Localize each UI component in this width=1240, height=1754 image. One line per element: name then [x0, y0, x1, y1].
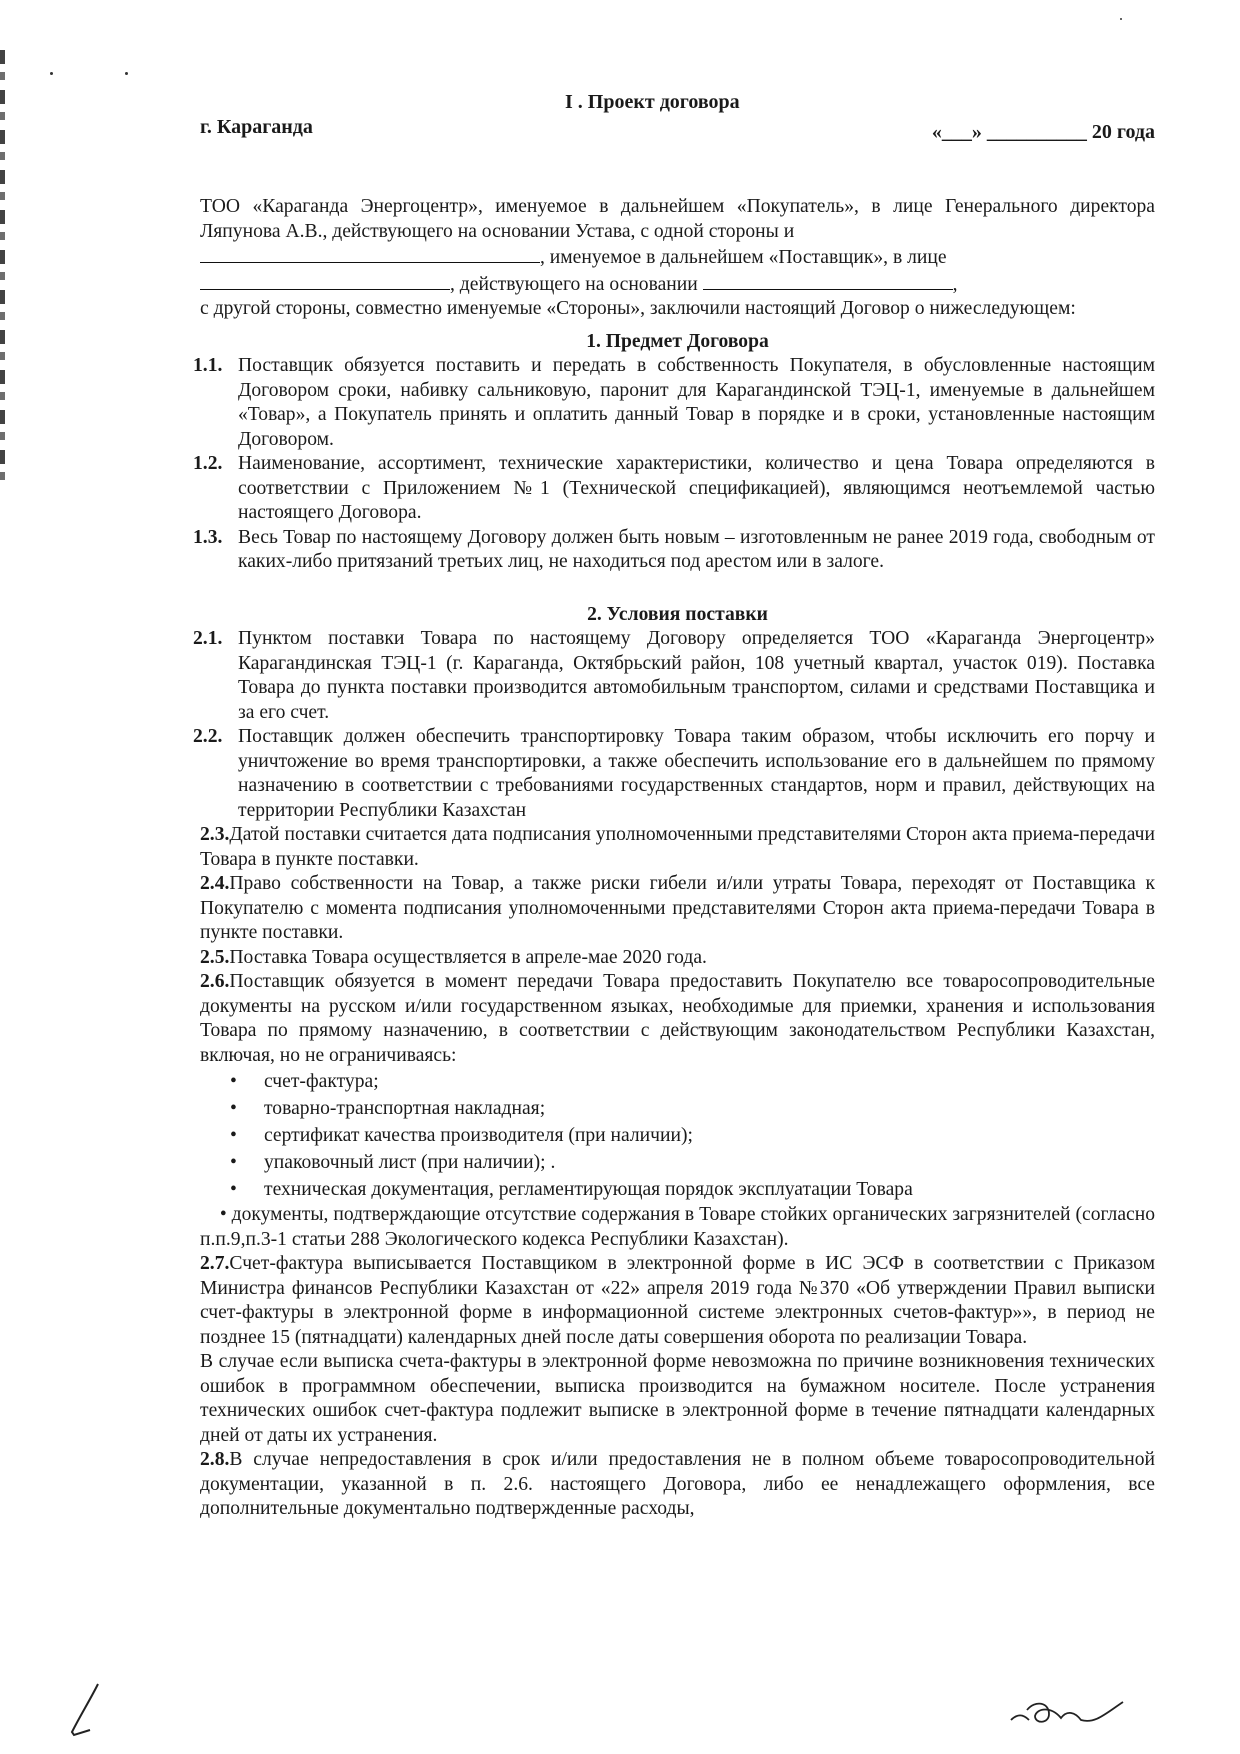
- clause-2-7: 2.7.Счет-фактура выписывается Поставщиком в электронной форме в ИС ЭСФ в соответствии с Приказом Министра финансов Республики Казахстан от «22» апреля 2019 года №370 «Об утверждении Правил выписки счет-фактуры в электронной форме в информационной системе электронных счетов-фактур»», в период не позднее 15 (пятнадцати) календарных дней после даты совершения оборота по реализации Товара.: [200, 1253, 1155, 1348]
- preamble-line-1: [200, 195, 1155, 244]
- preamble-line-4: [200, 297, 1155, 322]
- preamble-text-4: с другой стороны, совместно именуемые «Стороны», заключили настоящий Договор о нижеследующем:: [200, 298, 1076, 319]
- clause-2-4: 2.4.Право собственности на Товар, а также риски гибели и/или утраты Товара, переходят от Поставщика к Покупателю с момента подписания уполномоченными представителями Сторон акта приема-передачи Товара в пункте поставки.: [200, 873, 1155, 943]
- preamble-text-3: , действующего на основании: [450, 273, 698, 295]
- list-item: • техническая документация, регламентирующая порядок эксплуатации Товара: [230, 1179, 913, 1200]
- scan-speck: [1120, 18, 1122, 20]
- preamble: [193, 195, 1155, 1522]
- clause-2-7-continued: В случае если выписка счета-фактуры в электронной форме невозможна по причине возникновения технических ошибок в программном обеспечении, выписка производится на бумажном носителе. После устранения технических ошибок счет-фактура подлежит выписке в электронной форме в течение пятнадцати календарных дней от даты их устранения.: [200, 1351, 1155, 1446]
- preamble-line-2: [200, 244, 1155, 271]
- preamble-line-3: , действующего на основании ,: [200, 271, 1155, 298]
- preamble-text-2: , именуемое в дальнейшем «Поставщик», в лице: [540, 247, 947, 268]
- representative-blank: [200, 271, 450, 290]
- scan-speck: [125, 72, 128, 75]
- document-title: I . Проект договора: [565, 91, 740, 113]
- basis-blank: [703, 271, 953, 290]
- list-item: • счет-фактура;: [230, 1071, 379, 1092]
- date-line: «___» __________ 20 года: [931, 121, 1155, 143]
- scan-edge-artifact: [0, 50, 5, 480]
- clause-2-8: 2.8.В случае непредоставления в срок и/или предоставления не в полном объеме товаросопроводительной документации, указанной в п. 2.6. настоящего Договора, либо ее ненадлежащего оформления, все дополнительные документально подтвержденные расходы,: [200, 1449, 1155, 1519]
- city-label: г. Караганда: [200, 116, 313, 138]
- preamble-text-1: ТОО «Караганда Энергоцентр», именуемое в дальнейшем «Покупатель», в лице Генерального директора Ляпунова А.В., действующего на основании Устава, с одной стороны и: [200, 196, 1155, 242]
- initial-mark: [60, 1680, 120, 1740]
- section-1-title: 1. Предмет Договора: [586, 330, 769, 352]
- clause-2-3: 2.3.Датой поставки считается дата подписания уполномоченными представителями Сторон акта приема-передачи Товара в пункте поставки.: [200, 824, 1155, 870]
- list-item: • сертификат качества производителя (при наличии);: [230, 1125, 693, 1146]
- signature: [1005, 1690, 1135, 1735]
- clause-2-1: 2.1. Пунктом поставки Товара по настоящему Договору определяется ТОО «Караганда Энергоцентр» Карагандинская ТЭЦ-1 (г. Караганда, Октябрьский район, 108 учетный квартал, участок 019). Поставка Товара до пункта поставки производится автомобильным транспортом, силами и средствами Поставщика и за его счет.: [193, 628, 1155, 723]
- clause-1-2: 1.2. Наименование, ассортимент, технические характеристики, количество и цена Товара определяются в соответствии с Приложением №1 (Технической спецификацией), являющимся неотъемлемой частью настоящего Договора.: [193, 453, 1155, 523]
- list-item: • товарно-транспортная накладная;: [230, 1098, 546, 1119]
- clause-2-5: 2.5.Поставка Товара осуществляется в апреле-мае 2020 года.: [200, 946, 707, 968]
- section-2-title: 2. Условия поставки: [587, 603, 768, 625]
- clause-1-1: 1.1. Поставщик обязуется поставить и передать в собственность Покупателя, в обусловленные настоящим Договором сроки, набивку сальниковую, паронит для Карагандинской ТЭЦ-1, именуемые в дальнейшем «Товар», а Покупатель принять и оплатить данный Товар в порядке и в сроки, установленные настоящим Договором.: [193, 355, 1155, 450]
- list-item: • упаковочный лист (при наличии); .: [230, 1152, 556, 1173]
- clause-1-3: 1.3. Весь Товар по настоящему Договору должен быть новым – изготовленным не ранее 2019 года, свободным от каких-либо притязаний третьих лиц, не находиться под арестом или в залоге.: [193, 526, 1155, 572]
- supplier-name-blank: [200, 244, 540, 263]
- required-documents-list: [200, 1068, 1155, 1203]
- clause-2-2: 2.2. Поставщик должен обеспечить транспортировку Товара таким образом, чтобы исключить его порчу и уничтожение во время транспортировки, а также обеспечить использование его в дальнейшем по прямому назначению в соответствии с требованиями государственных стандартов, норм и правил, действующих на территории Республики Казахстан: [193, 726, 1155, 821]
- scan-speck: [50, 72, 53, 75]
- pop-documents-paragraph: • документы, подтверждающие отсутствие содержания в Товаре стойких органических загрязнителей (согласно п.п.9,п.3-1 статьи 288 Экологического кодекса Республики Казахстан).: [200, 1204, 1155, 1250]
- clause-2-6: 2.6.Поставщик обязуется в момент передачи Товара предоставить Покупателю все товаросопроводительные документы на русском и/или государственном языках, необходимые для приемки, хранения и использования Товара по прямому назначению, в соответствии с действующим законодательством Республики Казахстан, включая, но не ограничиваясь:: [200, 971, 1155, 1066]
